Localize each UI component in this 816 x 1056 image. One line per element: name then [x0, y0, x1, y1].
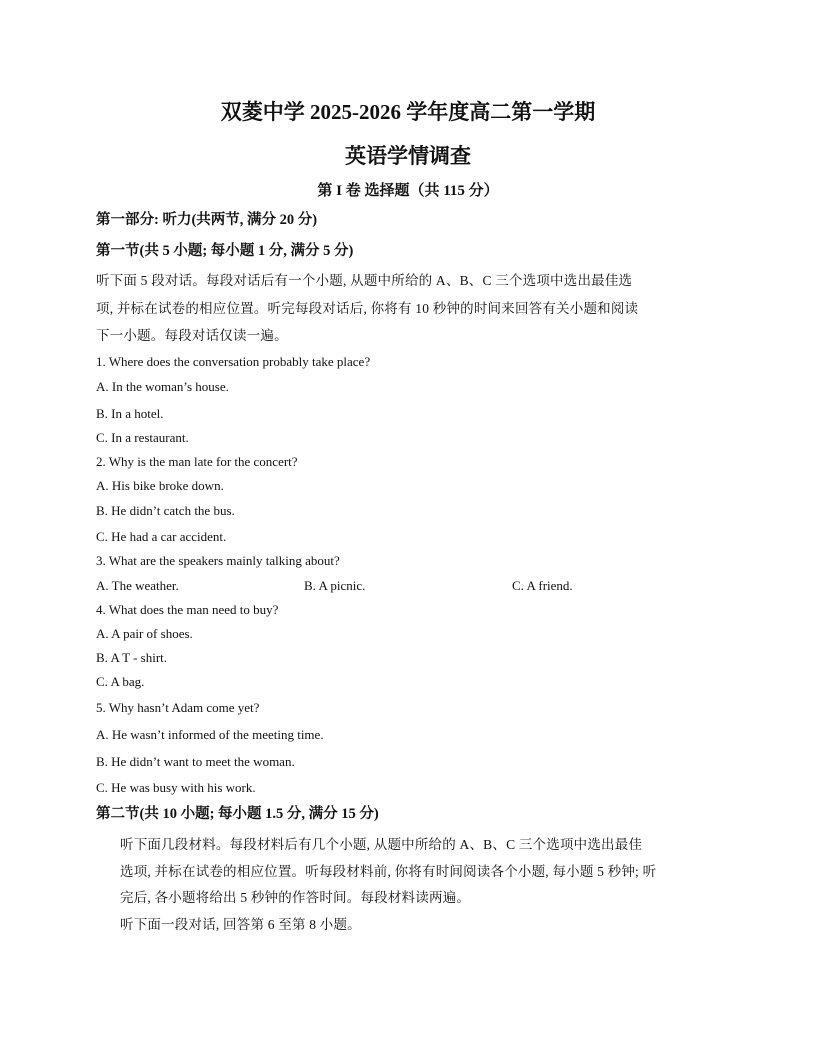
question-stem: 1. Where does the conversation probably take place? — [96, 354, 371, 369]
question-option: B. In a hotel. — [96, 406, 164, 421]
question-option: A. His bike broke down. — [96, 478, 224, 493]
section1-instruction-line: 项, 并标在试卷的相应位置。听完每段对话后, 你将有 10 秒钟的时间来回答有关小题和阅读 — [96, 301, 639, 316]
exam-subtitle: 英语学情调查 — [345, 144, 471, 168]
question-stem: 4. What does the man need to buy? — [96, 602, 279, 617]
part1-heading: 第一部分: 听力(共两节, 满分 20 分) — [96, 212, 318, 228]
question-option: A. He wasn’t informed of the meeting time. — [96, 727, 324, 742]
question-option: A. In the woman’s house. — [96, 379, 229, 394]
section1-instruction-line: 下一小题。每段对话仅读一遍。 — [96, 328, 288, 343]
question-option: B. He didn’t catch the bus. — [96, 503, 235, 518]
volume-heading: 第 I 卷 选择题（共 115 分） — [317, 183, 499, 199]
question-option: C. In a restaurant. — [96, 430, 189, 445]
question-option: C. A bag. — [96, 674, 145, 689]
section2-instruction-line: 完后, 各小题将给出 5 秒钟的作答时间。每段材料读两遍。 — [120, 890, 471, 905]
question-option: C. He was busy with his work. — [96, 780, 256, 795]
exam-title: 双菱中学 2025-2026 学年度高二第一学期 — [220, 100, 596, 124]
section2-instruction-line: 听下面几段材料。每段材料后有几个小题, 从题中所给的 A、B、C 三个选项中选出最佳 — [120, 837, 643, 852]
question-option: C. A friend. — [512, 578, 573, 593]
section1-heading: 第一节(共 5 小题; 每小题 1 分, 满分 5 分) — [96, 243, 354, 259]
question-stem: 5. Why hasn’t Adam come yet? — [96, 700, 260, 715]
section2-heading: 第二节(共 10 小题; 每小题 1.5 分, 满分 15 分) — [96, 806, 379, 822]
question-stem: 2. Why is the man late for the concert? — [96, 454, 298, 469]
question-option: C. He had a car accident. — [96, 529, 227, 544]
section1-instruction-line: 听下面 5 段对话。每段对话后有一个小题, 从题中所给的 A、B、C 三个选项中选出最佳选 — [96, 273, 633, 288]
question-option: B. He didn’t want to meet the woman. — [96, 754, 295, 769]
question-option: B. A T - shirt. — [96, 650, 168, 665]
question-option: A. The weather. — [96, 578, 179, 593]
section2-instruction-line: 选项, 并标在试卷的相应位置。听每段材料前, 你将有时间阅读各个小题, 每小题 5 秒钟; 听 — [120, 864, 657, 879]
question-option: B. A picnic. — [304, 578, 366, 593]
question-option: A. A pair of shoes. — [96, 626, 193, 641]
question-stem: 3. What are the speakers mainly talking about? — [96, 553, 340, 568]
section2-instruction-line: 听下面一段对话, 回答第 6 至第 8 小题。 — [120, 917, 361, 932]
